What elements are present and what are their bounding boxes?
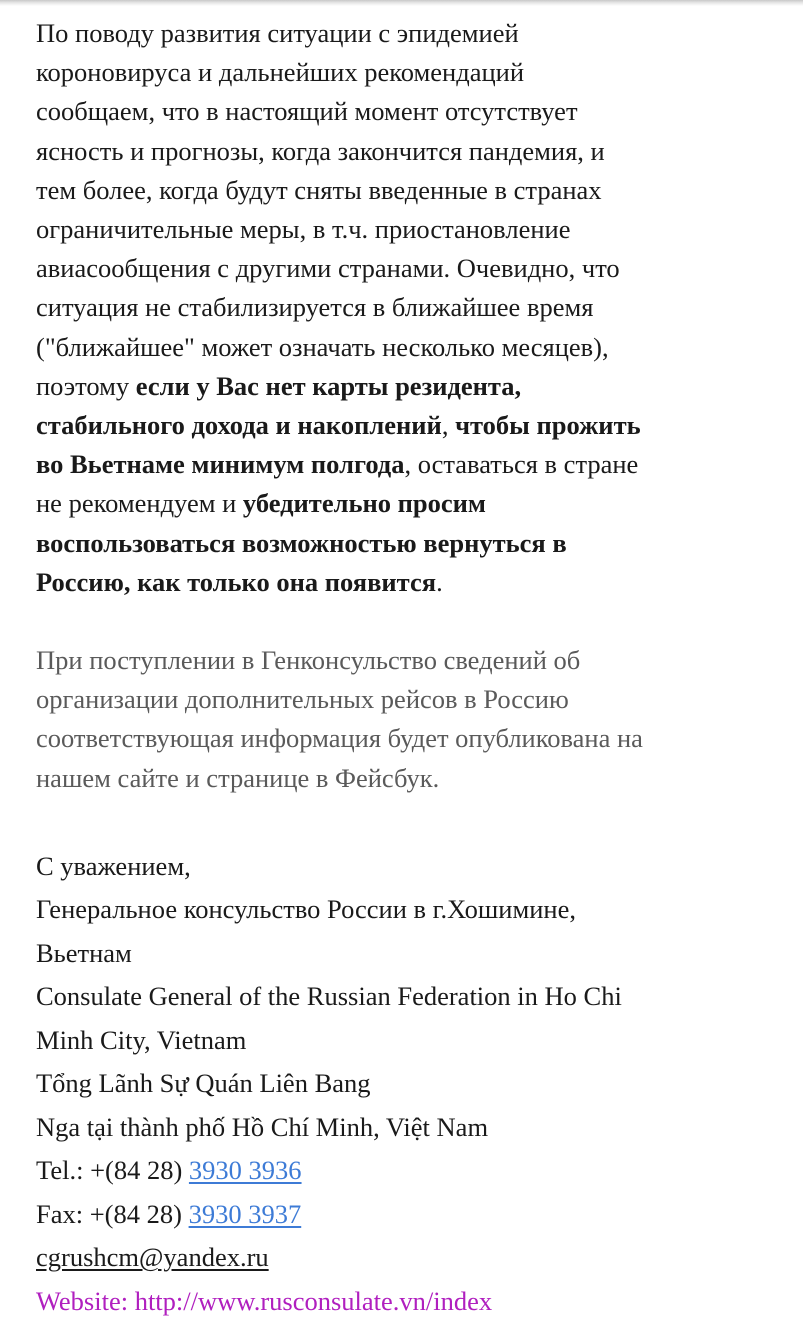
message-body (36, 14, 776, 1316)
bold-fragment: если у Вас нет карты резидента, (135, 370, 522, 401)
top-edge-shadow (0, 0, 803, 6)
bold-fragment: стабильного дохода и накоплений (36, 410, 442, 441)
website-link[interactable]: Website: http://www.rusconsulate.vn/index (36, 1285, 493, 1316)
text-line: ясность и прогнозы, когда закончится пандемия, и (36, 135, 605, 166)
text-line: соответствующая информация будет опубликована на (36, 723, 643, 754)
text-line (36, 484, 776, 523)
text-fragment: , (441, 410, 456, 441)
org-name-vn: Tổng Lãnh Sự Quán Liên Bang (36, 1068, 371, 1099)
text-line: авиасообщения с другими странами. Очевидно, что (36, 253, 620, 284)
text-line: ("ближайшее" может означать несколько месяцев), (36, 331, 609, 362)
text-line: При поступлении в Генконсульство сведений об (36, 645, 581, 676)
org-name-vn-city: Nga tại thành phố Hồ Chí Minh, Việt Nam (36, 1111, 489, 1142)
fax-line (36, 1193, 776, 1237)
paragraph-flights-info (36, 641, 776, 798)
bold-fragment: во Вьетнаме минимум полгода (36, 449, 405, 480)
text-line: организации дополнительных рейсов в Россию (36, 684, 569, 715)
text-line (36, 367, 776, 406)
email-link[interactable]: cgrushcm@yandex.ru (36, 1242, 269, 1273)
greeting: С уважением, (36, 850, 191, 881)
text-line (36, 406, 776, 445)
text-line (36, 563, 776, 602)
fax-number-link[interactable]: 3930 3937 (188, 1198, 302, 1229)
text-line: сообщаем, что в настоящий момент отсутствует (36, 96, 578, 127)
paragraph-advisory (36, 14, 776, 602)
text-line (36, 524, 776, 563)
text-line: короновируса и дальнейших рекомендаций (36, 57, 524, 88)
text-fragment: не рекомендуем и (36, 488, 243, 519)
text-fragment: . (436, 566, 443, 597)
text-line (36, 445, 776, 484)
text-line: ограничительные меры, в т.ч. приостановление (36, 214, 571, 245)
tel-label: Tel.: +(84 28) (36, 1155, 189, 1186)
tel-number-link[interactable]: 3930 3936 (188, 1155, 302, 1186)
fax-label: Fax: +(84 28) (36, 1198, 189, 1229)
website-line (36, 1280, 776, 1316)
email-line (36, 1236, 776, 1280)
text-fragment: поэтому (36, 370, 136, 401)
text-line: По поводу развития ситуации с эпидемией (36, 18, 519, 48)
bold-fragment: Россию, как только она появится (36, 566, 437, 597)
org-name-en: Consulate General of the Russian Federation in Ho Chi (36, 981, 622, 1012)
bold-fragment: воспользоваться возможностью вернуться в (36, 527, 567, 558)
tel-line (36, 1149, 776, 1193)
signature-block (36, 845, 776, 1316)
text-line: тем более, когда будут сняты введенные в странах (36, 174, 602, 205)
org-name-ru-country: Вьетнам (36, 937, 132, 968)
org-name-en-city: Minh City, Vietnam (36, 1024, 247, 1055)
bold-fragment: чтобы прожить (455, 410, 641, 441)
org-name-ru: Генеральное консульство России в г.Хошимине, (36, 894, 576, 925)
bold-fragment: убедительно просим (242, 488, 486, 519)
text-line: ситуация не стабилизируется в ближайшее время (36, 292, 594, 323)
text-fragment: , оставаться в стране (404, 449, 639, 480)
text-line: нашем сайте и странице в Фейсбук. (36, 762, 440, 793)
